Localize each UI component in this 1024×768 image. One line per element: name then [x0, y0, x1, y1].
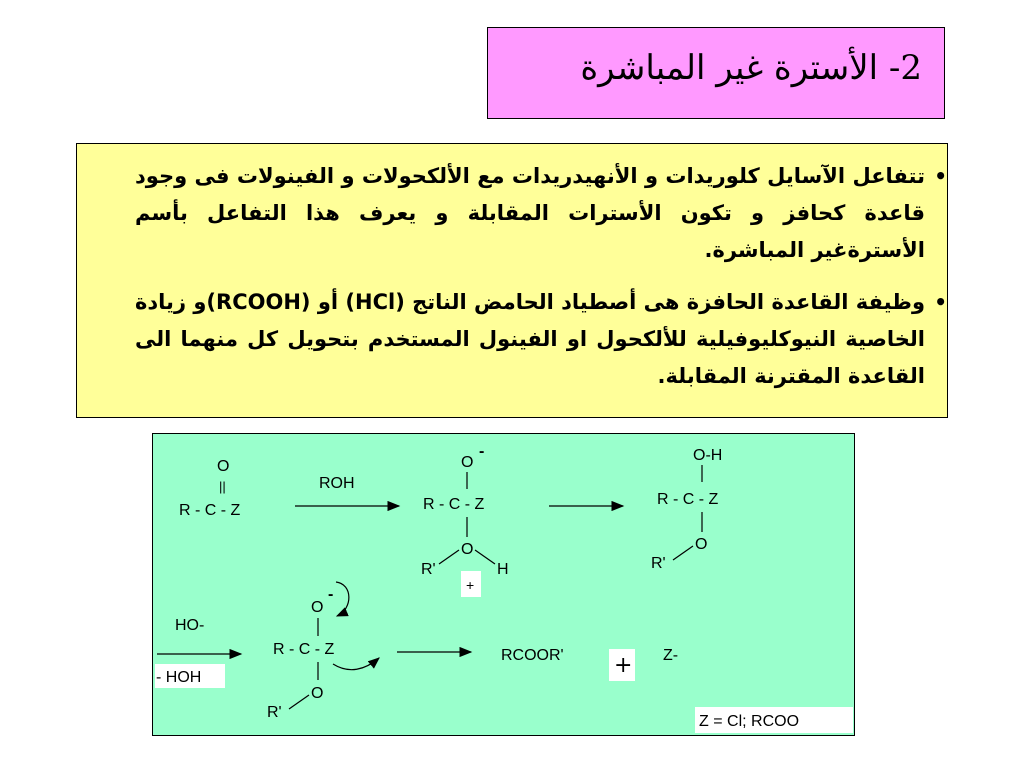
intermediate-h: H [497, 561, 509, 578]
title-box [487, 27, 945, 119]
reagent-roh: ROH [319, 475, 355, 492]
slide-title: 2- الأسترة غير المباشرة [580, 48, 922, 88]
negative-charge: - [479, 443, 485, 460]
byproduct-hoh: - HOH [156, 669, 202, 686]
leaving-group: Z- [663, 647, 679, 664]
ester-product: RCOOR' [501, 647, 564, 664]
intermediate-chain: R - C - Z [423, 496, 485, 513]
bullet-2-text: وظيفة القاعدة الحافزة هى أصطياد الحامض الناتج (HCl) أو (RCOOH)و زيادة الخاصية النيوكليوفيلية للألكحول او الفينول المستخدم بتحويل كل منهما الى القاعدة المقترنة المقابلة. [135, 290, 925, 388]
bond-line [475, 550, 495, 564]
reactant-chain: R - C - Z [179, 502, 241, 519]
product-r-prime: R' [651, 555, 666, 572]
bullet-2 [135, 284, 947, 395]
intermediate2-oxygen: O [311, 685, 324, 702]
intermediate2-o: O [311, 599, 324, 616]
product-oh: O-H [693, 447, 723, 464]
bond-line [673, 546, 693, 560]
intermediate2-r-prime: R' [267, 704, 282, 721]
intermediate-o: O [461, 454, 474, 471]
carbonyl-double-bond: || [219, 479, 226, 494]
plus-sign: + [614, 653, 633, 678]
reaction-scheme [152, 433, 855, 736]
bullet-1-text: تتفاعل الآسايل كلوريدات و الأنهيدريدات مع الألكحولات و الفينولات فى وجود قاعدة كحافز و تكون الأسترات المقابلة و يعرف هذا التفاعل بأسم الأسترةغير المباشرة. [135, 164, 925, 262]
intermediate-oxygen: O [461, 541, 474, 558]
bond-line [289, 695, 309, 709]
legend-text: Z = Cl; RCOO [699, 713, 800, 730]
product-oxygen: O [695, 536, 708, 553]
bullet-1 [135, 158, 947, 269]
curved-arrow-2 [333, 658, 379, 670]
bond-line [439, 550, 459, 564]
bullet-dot: • [934, 164, 947, 188]
negative-charge: - [328, 586, 334, 603]
reagent-hydroxide: HO- [175, 617, 205, 634]
reactant-carbonyl-o: O [217, 458, 230, 475]
text-box [76, 143, 948, 418]
intermediate2-chain: R - C - Z [273, 641, 335, 658]
reaction-scheme-svg [153, 434, 856, 737]
bullet-dot: • [934, 290, 947, 314]
plus-charge: + [466, 577, 475, 593]
curved-arrow-1 [336, 582, 349, 616]
intermediate-r-prime: R' [421, 561, 436, 578]
product-chain: R - C - Z [657, 491, 719, 508]
